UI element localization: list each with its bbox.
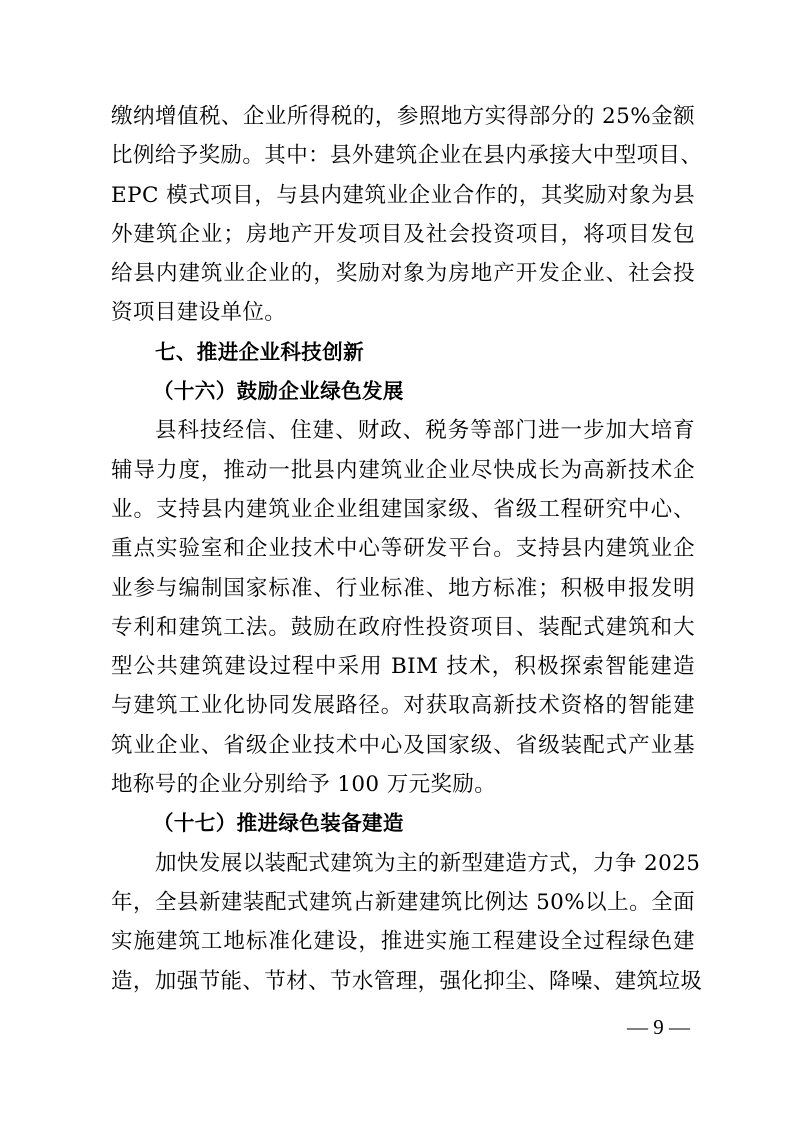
text-line: 重点实验室和企业技术中心等研发平台。支持县内建筑业企 xyxy=(111,536,695,562)
text-line: 资项目建设单位。 xyxy=(111,300,287,326)
text-line: 外建筑企业；房地产开发项目及社会投资项目，将项目发包 xyxy=(111,221,695,247)
text-line: 地称号的企业分别给予 100 万元奖励。 xyxy=(111,772,497,798)
section-heading: 七、推进企业科技创新 xyxy=(155,339,364,364)
text-line: 型公共建筑建设过程中采用 BIM 技术，积极探索智能建造 xyxy=(111,654,695,680)
text-line: 加快发展以装配式建筑为主的新型建造方式，力争 2025 xyxy=(155,850,701,876)
text-line: 造，加强节能、节材、节水管理，强化抑尘、降噪、建筑垃圾 xyxy=(111,968,703,994)
text-line: 与建筑工业化协同发展路径。对获取高新技术资格的智能建 xyxy=(111,693,695,719)
text-line: 年，全县新建装配式建筑占新建建筑比例达 50%以上。全面 xyxy=(111,889,695,915)
text-line: 筑业企业、省级企业技术中心及国家级、省级装配式产业基 xyxy=(111,732,695,758)
text-line: 给县内建筑业企业的，奖励对象为房地产开发企业、社会投 xyxy=(111,261,695,287)
document-body xyxy=(111,97,703,1001)
paragraph-subsection-17 xyxy=(111,844,703,1001)
text-line: 缴纳增值税、企业所得税的，参照地方实得部分的 25%金额 xyxy=(111,104,695,129)
paragraph-subsection-16 xyxy=(111,411,695,804)
text-line: 业。支持县内建筑业企业组建国家级、省级工程研究中心、 xyxy=(111,496,695,522)
text-line: 辅导力度，推动一批县内建筑业企业尽快成长为高新技术企 xyxy=(111,457,695,483)
page-number: — 9 — xyxy=(627,1015,690,1039)
text-line: EPC 模式项目，与县内建筑业企业合作的，其奖励对象为县 xyxy=(111,182,695,208)
text-line: 专利和建筑工法。鼓励在政府性投资项目、装配式建筑和大 xyxy=(111,614,695,640)
paragraph-intro xyxy=(111,97,703,333)
subsection-heading-17: （十七）推进绿色装备建造 xyxy=(153,811,404,836)
text-line: 业参与编制国家标准、行业标准、地方标准；积极申报发明 xyxy=(111,575,695,601)
subsection-heading-16: （十六）鼓励企业绿色发展 xyxy=(153,379,404,404)
text-line: 县科技经信、住建、财政、税务等部门进一步加大培育 xyxy=(155,418,695,444)
text-line: 实施建筑工地标准化建设，推进实施工程建设全过程绿色建 xyxy=(111,929,695,955)
text-line: 比例给予奖励。其中：县外建筑企业在县内承接大中型项目、 xyxy=(111,143,703,169)
